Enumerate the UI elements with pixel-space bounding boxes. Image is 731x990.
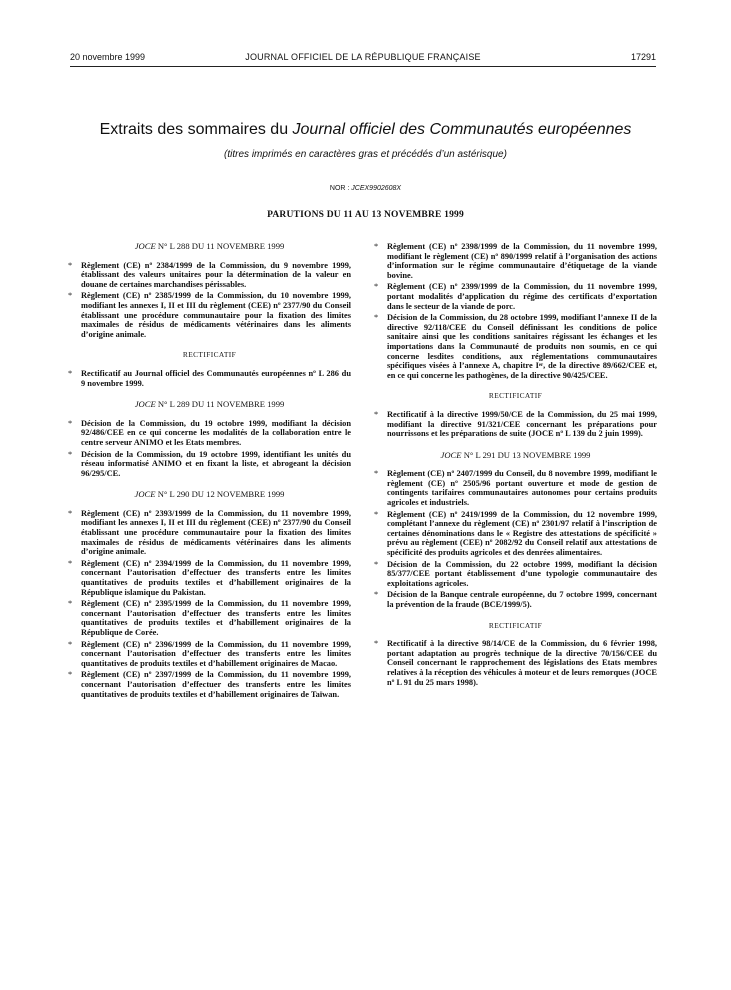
- list-item: * Décision de la Banque centrale européenne, du 7 octobre 1999, concernant la prévention de la fraude (BCE/1999/5).: [374, 590, 657, 609]
- section-heading-l288: JOCE N° L 288 DU 11 NOVEMBRE 1999: [134, 241, 285, 251]
- list-item: * Règlement (CE) nº 2398/1999 de la Commission, du 11 novembre 1999, modifiant le règlement (CE) nº 890/1999 relatif à l’organisation des actions d’information sur le régime communautaire d’étiquetage de la viande bovine.: [374, 242, 657, 280]
- title-journal-name: Journal officiel des Communautés européennes: [292, 121, 632, 138]
- section-heading-l289: JOCE N° L 289 DU 11 NOVEMBRE 1999: [134, 399, 285, 410]
- header-rule: [70, 66, 656, 67]
- asterisk-marker: *: [374, 242, 379, 251]
- asterisk-marker: *: [68, 599, 73, 609]
- title-text: Extraits des sommaires du: [99, 121, 293, 138]
- asterisk-marker: *: [374, 509, 379, 519]
- nor-reference: [40, 185, 691, 192]
- list-item: * Décision de la Commission, du 28 octobre 1999, modifiant l’annexe II de la directive 92/118/CEE du Conseil définissant les conditions de police sanitaire ainsi que les conditions sanitaires régissant les échanges et les importations dans la Communauté de produits non soumis, en ce qui concerne lesdites conditions, aux réglementations communautaires spécifiques visées à l’annexe A, chapitre Iᵉʳ, de la directive 89/662/CEE et, en ce qui concerne les pathogènes, de la directive 90/425/CEE.: [374, 313, 657, 380]
- asterisk-marker: *: [68, 639, 73, 649]
- asterisk-marker: *: [374, 469, 379, 479]
- running-head: [70, 52, 656, 66]
- rectificatif-heading: RECTIFICATIF: [488, 391, 543, 401]
- list-item: * Rectificatif au Journal officiel des Communautés européennes nº L 286 du 9 novembre 1999.: [68, 368, 351, 388]
- header-date: 20 novembre 1999: [70, 52, 146, 62]
- right-column: [374, 242, 657, 689]
- list-item: * Décision de la Commission, du 19 octobre 1999, identifiant les unités du réseau informatisé ANIMO et en fixant la liste, et abrogeant la décision 96/295/CE.: [68, 449, 351, 478]
- asterisk-marker: *: [68, 368, 73, 378]
- list-item: * Règlement (CE) nº 2407/1999 du Conseil, du 8 novembre 1999, modifiant le règlement (CE) nº 2505/96 portant ouverture et mode de gestion de contingents tarifaires communautaires autonomes pour certains produits agricoles et industriels.: [374, 469, 657, 508]
- asterisk-marker: *: [68, 670, 73, 680]
- rectificatif-heading: RECTIFICATIF: [488, 620, 543, 630]
- page-title: [40, 121, 691, 139]
- header-journal-name: JOURNAL OFFICIEL DE LA RÉPUBLIQUE FRANÇAISE: [245, 52, 481, 62]
- asterisk-marker: *: [68, 260, 73, 270]
- header-page-number: 17291: [630, 52, 656, 62]
- asterisk-marker: *: [374, 409, 379, 419]
- page-subtitle: (titres imprimés en caractères gras et précédés d’un astérisque): [224, 149, 507, 160]
- asterisk-marker: *: [374, 639, 379, 649]
- list-item: * Décision de la Commission, du 19 octobre 1999, modifiant la décision 92/486/CEE en ce qui concerne les modalités de la collaboration entre le centre serveur ANIMO et les Etats membres.: [68, 418, 351, 447]
- list-item: * Décision de la Commission, du 22 octobre 1999, modifiant la décision 85/377/CEE portant établissement d’une typologie communautaire des exploitations agricoles.: [374, 559, 657, 588]
- asterisk-marker: *: [68, 418, 73, 428]
- asterisk-marker: *: [68, 291, 73, 301]
- asterisk-marker: *: [374, 590, 379, 600]
- section-heading-l291: JOCE N° L 291 DU 13 NOVEMBRE 1999: [440, 449, 591, 460]
- list-item: * Règlement (CE) nº 2384/1999 de la Commission, du 9 novembre 1999, établissant des valeurs unitaires pour la détermination de la valeur en douane de certaines marchandises périssables.: [68, 260, 351, 289]
- list-item: * Règlement (CE) nº 2394/1999 de la Commission, du 11 novembre 1999, concernant l’autorisation d’effectuer des transferts entre les limites quantitatives de produits textiles et d’habillement originaires de la République islamique du Pakistan.: [68, 558, 351, 597]
- asterisk-marker: *: [68, 449, 73, 459]
- list-item: * Règlement (CE) nº 2419/1999 de la Commission, du 12 novembre 1999, complétant l’annexe du règlement (CE) nº 2301/97 relatif à l’inscription de certaines dénominations dans le « Registre des attestations de spécificité » prévu au règlement (CEE) nº 2082/92 du Conseil relatif aux attestations de spécificité des produits agricoles et des denrées alimentaires.: [374, 509, 657, 558]
- parutions-heading: PARUTIONS DU 11 AU 13 NOVEMBRE 1999: [267, 210, 464, 220]
- rectificatif-heading: RECTIFICATIF: [182, 350, 237, 360]
- list-item: * Règlement (CE) nº 2397/1999 de la Commission, du 11 novembre 1999, concernant l’autorisation d’effectuer des transferts entre les limites quantitatives de produits textiles et d’habillement originaires de Taïwan.: [68, 670, 351, 699]
- asterisk-marker: *: [374, 313, 379, 323]
- section-heading-l290: JOCE N° L 290 DU 12 NOVEMBRE 1999: [134, 489, 285, 500]
- asterisk-marker: *: [68, 508, 73, 518]
- asterisk-marker: *: [374, 282, 379, 292]
- list-item: * Règlement (CE) nº 2395/1999 de la Commission, du 11 novembre 1999, concernant l’autorisation d’effectuer des transferts entre les limites quantitatives de produits textiles et d’habillement originaires de la République de Corée.: [68, 599, 351, 637]
- nor-label: NOR :: [329, 185, 352, 192]
- list-item: * Règlement (CE) nº 2399/1999 de la Commission, du 11 novembre 1999, portant modalités d’application du régime des certificats d’exportation dans le secteur de la viande de porc.: [374, 282, 657, 311]
- asterisk-marker: *: [374, 559, 379, 569]
- list-item: * Rectificatif à la directive 98/14/CE de la Commission, du 6 février 1998, portant adaptation au progrès technique de la directive 70/156/CEE du Conseil concernant le rapprochement des législations des Etats membres relatives à la réception des véhicules à moteur et de leurs remorques (JOCE nº L 91 du 25 mars 1998).: [374, 639, 657, 687]
- nor-code: JCEX9902608X: [351, 185, 402, 192]
- list-item: * Règlement (CE) nº 2385/1999 de la Commission, du 10 novembre 1999, modifiant les annexes I, II et III du règlement (CEE) nº 2377/90 du Conseil établissant une procédure communautaire pour la fixation des limites maximales de résidus de médicaments vétérinaires dans les aliments d’origine animale.: [68, 291, 351, 339]
- list-item: * Rectificatif à la directive 1999/50/CE de la Commission, du 25 mai 1999, modifiant la directive 91/321/CEE concernant les préparations pour nourrissons et les préparations de suite (JOCE nº L 139 du 2 juin 1999).: [374, 409, 657, 439]
- list-item: * Règlement (CE) nº 2396/1999 de la Commission, du 11 novembre 1999, concernant l’autorisation d’effectuer des transferts entre les limites quantitatives de produits textiles et d’habillement originaires de Macao.: [68, 639, 351, 668]
- asterisk-marker: *: [68, 558, 73, 568]
- left-column: [68, 242, 351, 701]
- list-item: * Règlement (CE) nº 2393/1999 de la Commission, du 11 novembre 1999, modifiant les annexes I, II et III du règlement (CEE) nº 2377/90 du Conseil établissant une procédure communautaire pour la fixation des limites maximales de résidus de médicaments vétérinaires dans les aliments d’origine animale.: [68, 508, 351, 557]
